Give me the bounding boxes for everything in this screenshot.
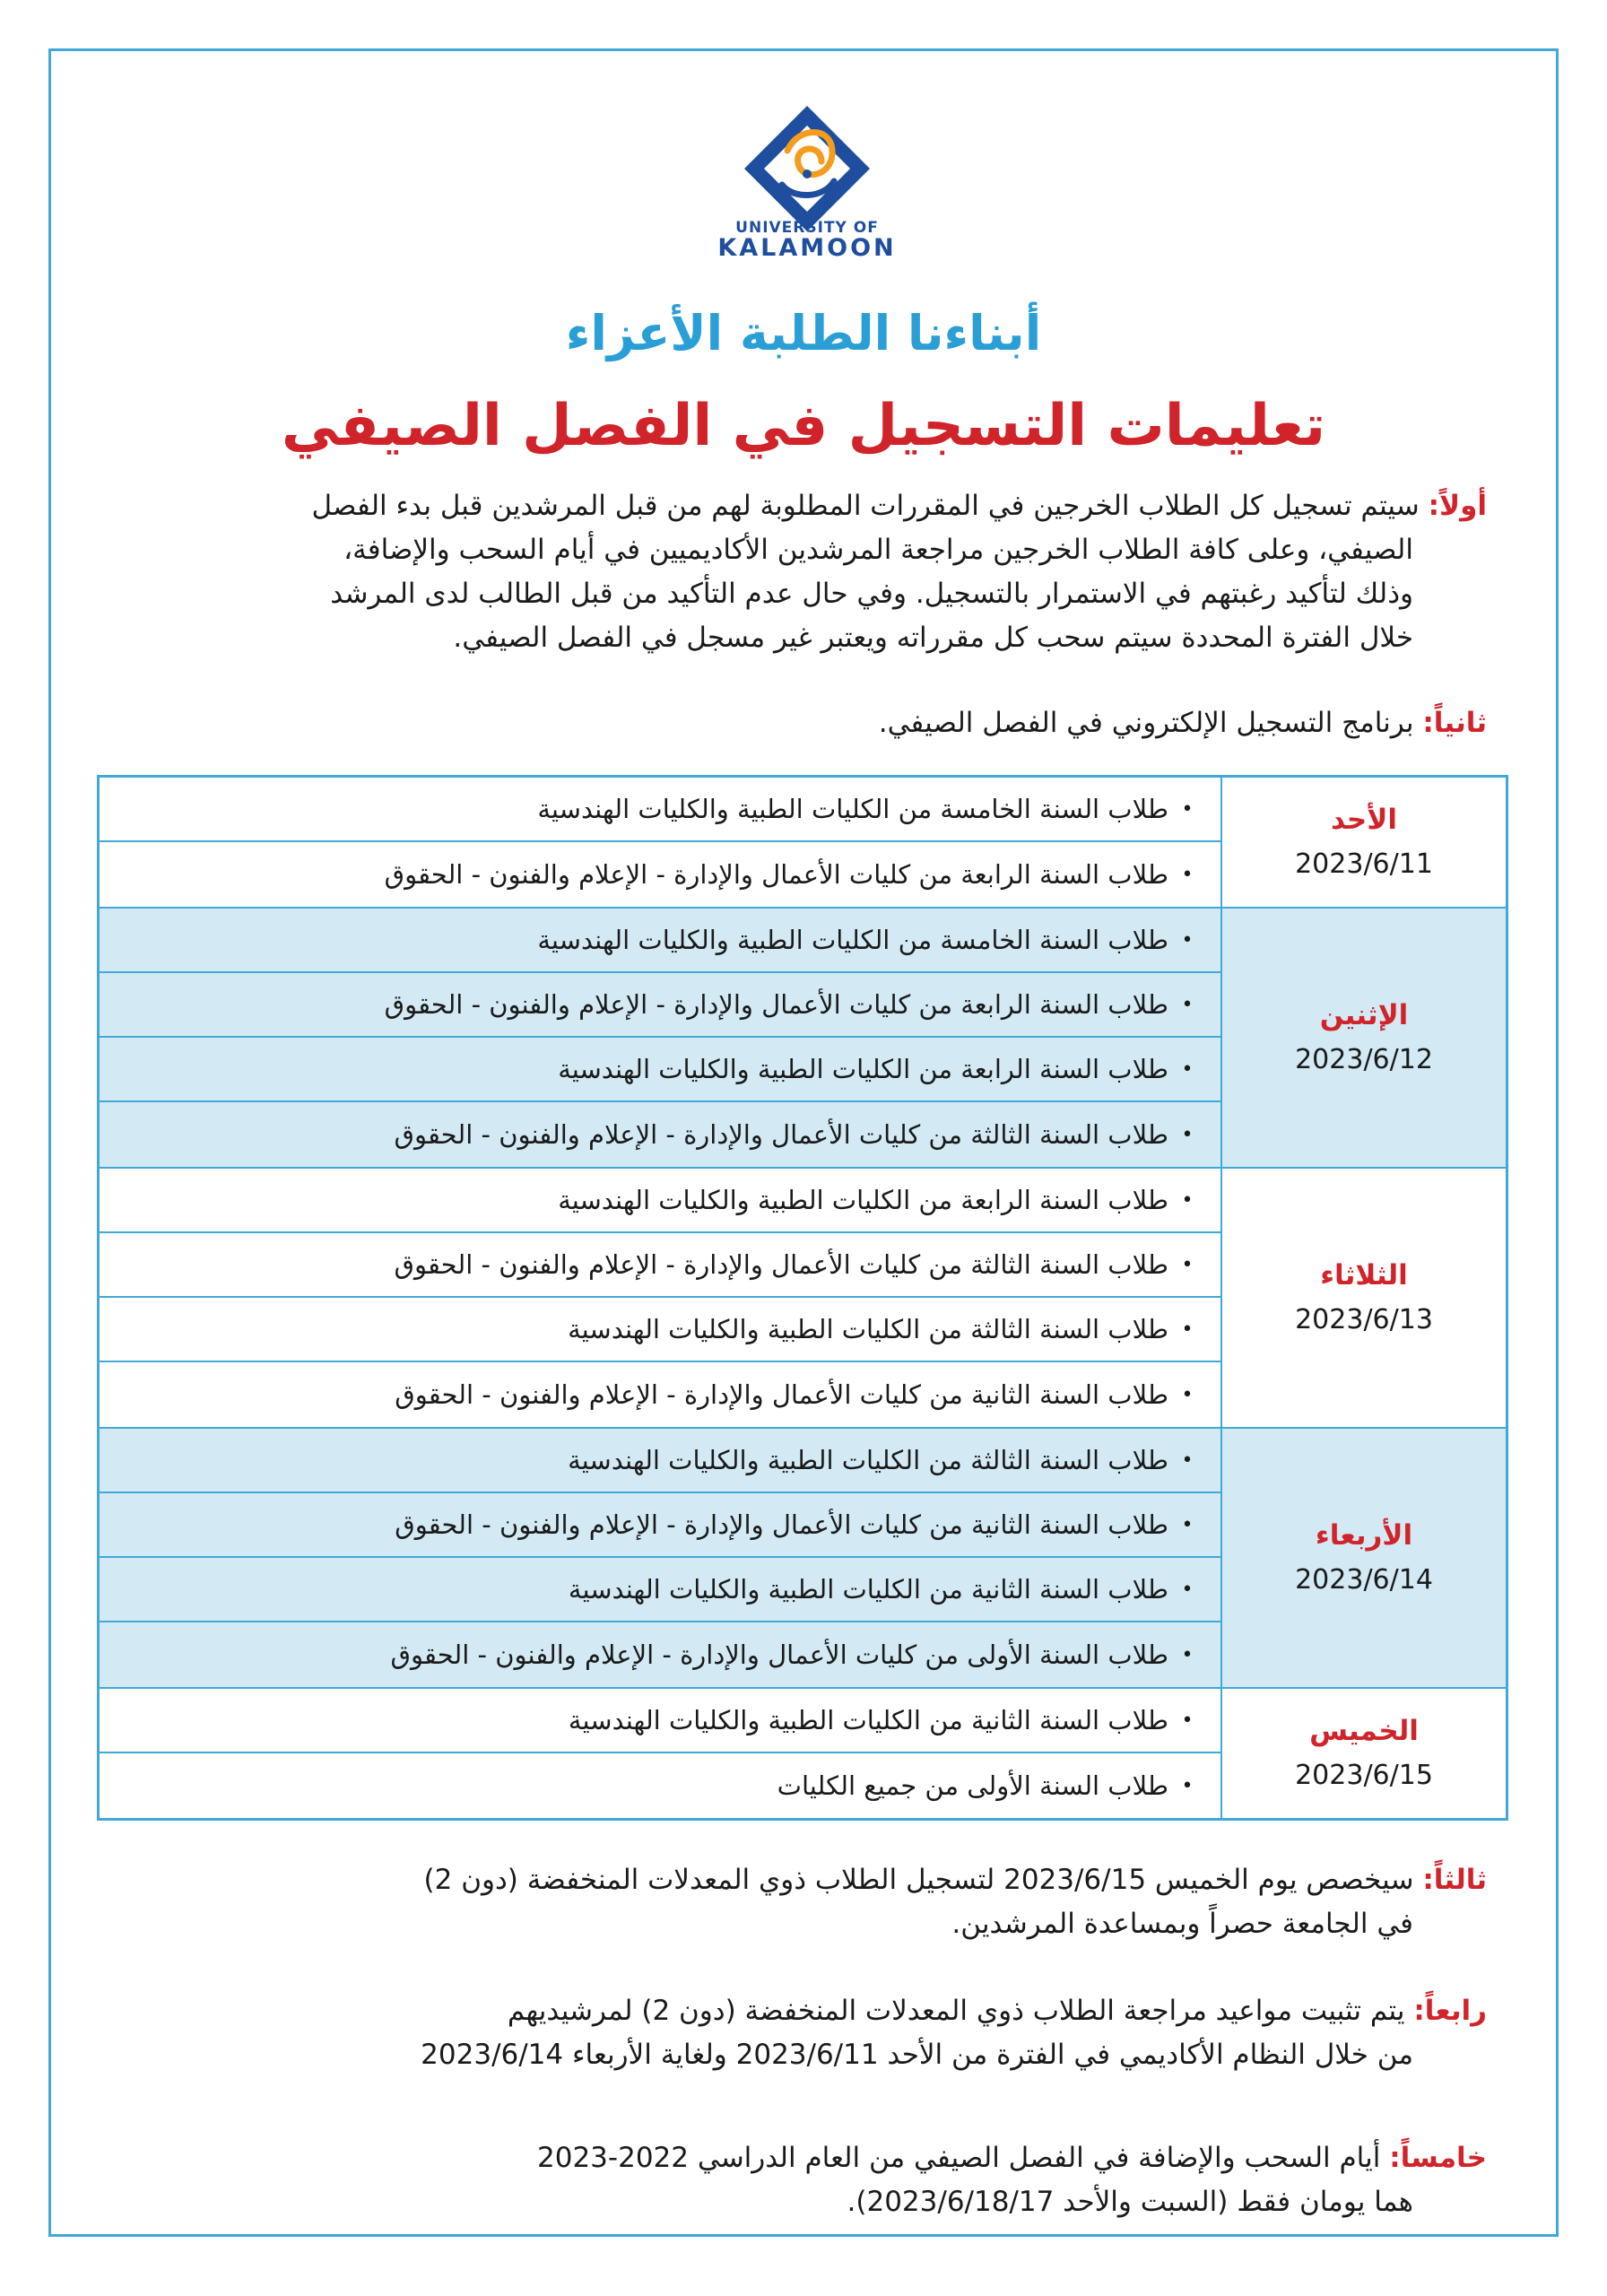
bullet-icon: • xyxy=(1181,993,1194,1016)
bullet-icon: • xyxy=(1181,1383,1194,1406)
table-row xyxy=(100,1558,1220,1622)
section-text-line: في الجامعة حصراً وبمساعدة المرشدين. xyxy=(951,1908,1413,1940)
section-label: أولاً: xyxy=(1428,490,1487,522)
row-text: طلاب السنة الخامسة من الكليات الطبية والكليات الهندسية xyxy=(537,794,1168,824)
table-row xyxy=(100,973,1220,1038)
day-date: 2023/6/12 xyxy=(1295,1044,1433,1075)
day-name: الأربعاء xyxy=(1315,1519,1413,1552)
day-cell xyxy=(1220,1169,1506,1427)
section-text-line: خلال الفترة المحددة سيتم سحب كل مقرراته ويعتبر غير مسجل في الفصل الصيفي. xyxy=(453,622,1413,654)
day-cell xyxy=(1220,1689,1506,1818)
greeting-heading: أبناءنا الطلبة الأعزاء xyxy=(565,305,1042,361)
table-row xyxy=(100,1233,1220,1298)
section-text-line: أيام السحب والإضافة في الفصل الصيفي من العام الدراسي 2022-2023 xyxy=(537,2142,1381,2174)
section-third xyxy=(424,1858,1487,1946)
schedule-group-wednesday xyxy=(100,1429,1506,1689)
row-text: طلاب السنة الرابعة من الكليات الطبية والكليات الهندسية xyxy=(558,1185,1168,1215)
section-second xyxy=(879,701,1487,745)
section-label: رابعاً: xyxy=(1413,1995,1487,2027)
table-row xyxy=(100,1298,1220,1362)
schedule-group-thursday xyxy=(100,1689,1506,1818)
day-cell xyxy=(1220,1429,1506,1687)
bullet-icon: • xyxy=(1181,863,1194,886)
table-row xyxy=(100,1038,1220,1102)
table-row xyxy=(100,1102,1220,1167)
row-text: طلاب السنة الثالثة من الكليات الطبية والكليات الهندسية xyxy=(568,1314,1168,1344)
section-text-line: يتم تثبيت مواعيد مراجعة الطلاب ذوي المعدلات المنخفضة (دون 2) لمرشيديهم xyxy=(507,1995,1405,2027)
bullet-icon: • xyxy=(1181,1057,1194,1081)
table-row xyxy=(100,1493,1220,1558)
bullet-icon: • xyxy=(1181,1188,1194,1212)
day-name: الإثنين xyxy=(1319,999,1409,1031)
section-first xyxy=(312,484,1487,660)
section-text-line: سيخصص يوم الخميس 2023/6/15 لتسجيل الطلاب ذوي المعدلات المنخفضة (دون 2) xyxy=(423,1864,1414,1896)
section-label: ثالثاً: xyxy=(1422,1864,1487,1896)
day-name: الثلاثاء xyxy=(1320,1259,1408,1292)
table-row xyxy=(100,1622,1220,1687)
row-text: طلاب السنة الثانية من كليات الأعمال والإدارة - الإعلام والفنون - الحقوق xyxy=(395,1379,1168,1410)
bullet-icon: • xyxy=(1181,1709,1194,1732)
table-row xyxy=(100,1753,1220,1818)
bullet-icon: • xyxy=(1181,1513,1194,1536)
registration-schedule-table xyxy=(97,775,1508,1821)
day-date: 2023/6/13 xyxy=(1295,1304,1433,1335)
bullet-icon: • xyxy=(1181,1578,1194,1601)
bullet-icon: • xyxy=(1181,1253,1194,1276)
bullet-icon: • xyxy=(1181,1643,1194,1666)
table-row xyxy=(100,1429,1220,1493)
bullet-icon: • xyxy=(1181,1318,1194,1341)
section-label: ثانياً: xyxy=(1422,707,1487,739)
day-name: الأحد xyxy=(1331,804,1397,836)
row-text: طلاب السنة الثالثة من كليات الأعمال والإدارة - الإعلام والفنون - الحقوق xyxy=(394,1249,1168,1280)
bullet-icon: • xyxy=(1181,1774,1194,1797)
schedule-group-tuesday xyxy=(100,1169,1506,1429)
row-text: طلاب السنة الثانية من الكليات الطبية والكليات الهندسية xyxy=(568,1574,1168,1605)
bullet-icon: • xyxy=(1181,928,1194,952)
section-fifth xyxy=(537,2136,1487,2224)
table-row xyxy=(100,1169,1220,1233)
bullet-icon: • xyxy=(1181,797,1194,821)
day-name: الخميس xyxy=(1309,1715,1419,1747)
day-date: 2023/6/15 xyxy=(1295,1760,1433,1791)
row-text: طلاب السنة الخامسة من الكليات الطبية والكليات الهندسية xyxy=(537,925,1168,955)
section-text-line: وذلك لتأكيد رغبتهم في الاستمرار بالتسجيل. وفي حال عدم التأكيد من قبل الطالب لدى المرشد xyxy=(330,578,1413,610)
section-text-line: برنامج التسجيل الإلكتروني في الفصل الصيفي. xyxy=(878,707,1414,739)
row-text: طلاب السنة الأولى من كليات الأعمال والإدارة - الإعلام والفنون - الحقوق xyxy=(390,1639,1168,1670)
section-text-line: سيتم تسجيل كل الطلاب الخرجين في المقررات المطلوبة لهم من قبل المرشدين قبل بدء الفصل xyxy=(311,490,1420,522)
bullet-icon: • xyxy=(1181,1448,1194,1472)
row-text: طلاب السنة الرابعة من كليات الأعمال والإدارة - الإعلام والفنون - الحقوق xyxy=(384,989,1168,1020)
day-date: 2023/6/14 xyxy=(1295,1564,1433,1596)
schedule-group-monday xyxy=(100,909,1506,1169)
row-text: طلاب السنة الثالثة من الكليات الطبية والكليات الهندسية xyxy=(568,1445,1168,1475)
day-cell xyxy=(1220,909,1506,1167)
table-row xyxy=(100,778,1220,842)
logo-line1: UNIVERSITY OF xyxy=(735,219,879,237)
row-text: طلاب السنة الرابعة من الكليات الطبية والكليات الهندسية xyxy=(558,1054,1168,1084)
day-date: 2023/6/11 xyxy=(1295,848,1433,880)
table-row xyxy=(100,842,1220,907)
schedule-group-sunday xyxy=(100,778,1506,909)
table-row xyxy=(100,1362,1220,1427)
section-text-line: الصيفي، وعلى كافة الطلاب الخرجين مراجعة المرشدين الأكاديميين في أيام السحب والإضافة، xyxy=(343,534,1413,566)
section-text-line: من خلال النظام الأكاديمي في الفترة من الأحد 2023/6/11 ولغاية الأربعاء 2023/6/14 xyxy=(421,2039,1413,2071)
section-fourth xyxy=(421,1989,1487,2077)
day-cell xyxy=(1220,778,1506,907)
page-title: تعليمات التسجيل في الفصل الصيفي xyxy=(281,393,1326,459)
section-text-line: هما يومان فقط (السبت والأحد 2023/6/18/17). xyxy=(847,2186,1413,2218)
row-text: طلاب السنة الرابعة من كليات الأعمال والإدارة - الإعلام والفنون - الحقوق xyxy=(384,859,1168,890)
table-row xyxy=(100,909,1220,973)
row-text: طلاب السنة الثانية من كليات الأعمال والإدارة - الإعلام والفنون - الحقوق xyxy=(395,1509,1168,1540)
row-text: طلاب السنة الثالثة من كليات الأعمال والإدارة - الإعلام والفنون - الحقوق xyxy=(394,1119,1168,1150)
row-text: طلاب السنة الثانية من الكليات الطبية والكليات الهندسية xyxy=(568,1705,1168,1735)
row-text: طلاب السنة الأولى من جميع الكليات xyxy=(777,1770,1168,1801)
logo-wordmark xyxy=(708,221,906,260)
table-row xyxy=(100,1689,1220,1753)
logo-line2: KALAMOON xyxy=(717,234,897,262)
section-label: خامساً: xyxy=(1389,2142,1487,2174)
bullet-icon: • xyxy=(1181,1123,1194,1146)
